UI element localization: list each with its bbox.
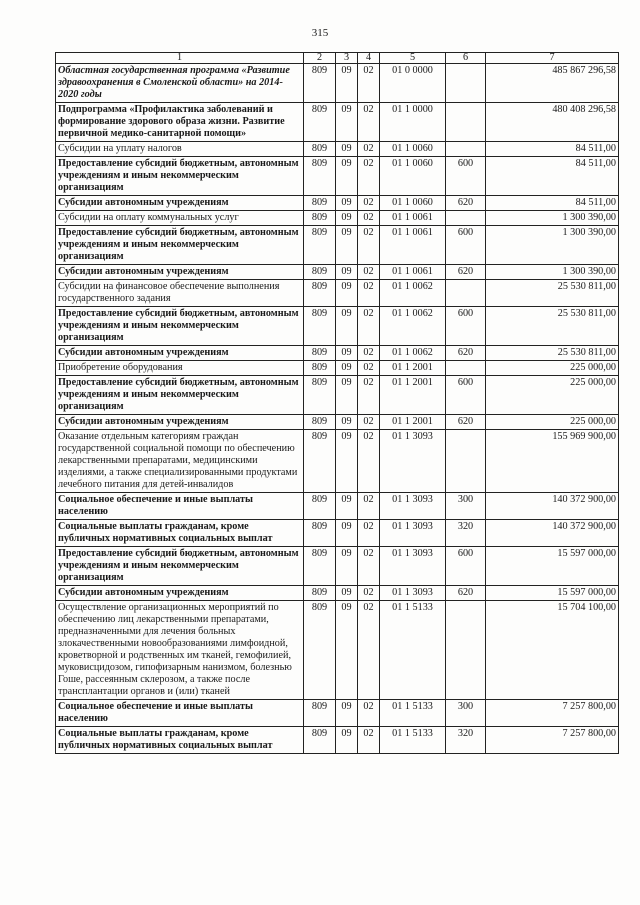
amount-cell: 7 257 800,00 bbox=[486, 700, 619, 727]
target-article-cell: 01 1 3093 bbox=[380, 430, 446, 493]
amount-cell: 84 511,00 bbox=[486, 157, 619, 196]
section-cell: 09 bbox=[336, 700, 358, 727]
description-cell: Субсидии автономным учреждениям bbox=[56, 346, 304, 361]
amount-cell: 485 867 296,58 bbox=[486, 64, 619, 103]
subsection-cell: 02 bbox=[358, 280, 380, 307]
target-article-cell: 01 1 0062 bbox=[380, 280, 446, 307]
target-article-cell: 01 1 3093 bbox=[380, 547, 446, 586]
table-row bbox=[56, 601, 619, 700]
amount-cell: 225 000,00 bbox=[486, 361, 619, 376]
expense-type-cell: 620 bbox=[446, 265, 486, 280]
subsection-cell: 02 bbox=[358, 226, 380, 265]
subsection-cell: 02 bbox=[358, 265, 380, 280]
description-cell: Субсидии автономным учреждениям bbox=[56, 415, 304, 430]
description-cell: Субсидии автономным учреждениям bbox=[56, 196, 304, 211]
admin-code-cell: 809 bbox=[304, 280, 336, 307]
table-row bbox=[56, 547, 619, 586]
table-row bbox=[56, 346, 619, 361]
admin-code-cell: 809 bbox=[304, 520, 336, 547]
subsection-cell: 02 bbox=[358, 376, 380, 415]
target-article-cell: 01 1 0060 bbox=[380, 196, 446, 211]
table-row bbox=[56, 226, 619, 265]
description-cell: Субсидии на оплату коммунальных услуг bbox=[56, 211, 304, 226]
admin-code-cell: 809 bbox=[304, 211, 336, 226]
section-cell: 09 bbox=[336, 346, 358, 361]
table-row bbox=[56, 493, 619, 520]
target-article-cell: 01 1 2001 bbox=[380, 361, 446, 376]
header-row bbox=[56, 53, 619, 64]
description-cell: Предоставление субсидий бюджетным, автономным учреждениям и иным некоммерческим организациям bbox=[56, 547, 304, 586]
admin-code-cell: 809 bbox=[304, 346, 336, 361]
subsection-cell: 02 bbox=[358, 307, 380, 346]
section-cell: 09 bbox=[336, 520, 358, 547]
amount-cell: 140 372 900,00 bbox=[486, 493, 619, 520]
admin-code-cell: 809 bbox=[304, 727, 336, 754]
table-row bbox=[56, 727, 619, 754]
table-row bbox=[56, 415, 619, 430]
expense-type-cell: 320 bbox=[446, 520, 486, 547]
description-cell: Социальное обеспечение и иные выплаты населению bbox=[56, 493, 304, 520]
description-cell: Предоставление субсидий бюджетным, автономным учреждениям и иным некоммерческим организациям bbox=[56, 307, 304, 346]
section-cell: 09 bbox=[336, 586, 358, 601]
amount-cell: 15 704 100,00 bbox=[486, 601, 619, 700]
admin-code-cell: 809 bbox=[304, 415, 336, 430]
subsection-cell: 02 bbox=[358, 547, 380, 586]
admin-code-cell: 809 bbox=[304, 376, 336, 415]
subsection-cell: 02 bbox=[358, 361, 380, 376]
section-cell: 09 bbox=[336, 280, 358, 307]
description-cell: Областная государственная программа «Развитие здравоохранения в Смоленской области» на 2014-2020 годы bbox=[56, 64, 304, 103]
subsection-cell: 02 bbox=[358, 64, 380, 103]
admin-code-cell: 809 bbox=[304, 265, 336, 280]
section-cell: 09 bbox=[336, 157, 358, 196]
amount-cell: 225 000,00 bbox=[486, 376, 619, 415]
section-cell: 09 bbox=[336, 64, 358, 103]
column-header: 5 bbox=[380, 53, 446, 64]
admin-code-cell: 809 bbox=[304, 307, 336, 346]
amount-cell: 1 300 390,00 bbox=[486, 211, 619, 226]
target-article-cell: 01 1 3093 bbox=[380, 520, 446, 547]
target-article-cell: 01 1 0061 bbox=[380, 226, 446, 265]
expense-type-cell bbox=[446, 430, 486, 493]
table-body bbox=[56, 64, 619, 754]
target-article-cell: 01 0 0000 bbox=[380, 64, 446, 103]
admin-code-cell: 809 bbox=[304, 157, 336, 196]
description-cell: Предоставление субсидий бюджетным, автономным учреждениям и иным некоммерческим организациям bbox=[56, 376, 304, 415]
subsection-cell: 02 bbox=[358, 211, 380, 226]
target-article-cell: 01 1 5133 bbox=[380, 700, 446, 727]
section-cell: 09 bbox=[336, 376, 358, 415]
expense-type-cell: 600 bbox=[446, 157, 486, 196]
expense-type-cell: 620 bbox=[446, 586, 486, 601]
table-row bbox=[56, 64, 619, 103]
admin-code-cell: 809 bbox=[304, 226, 336, 265]
expense-type-cell bbox=[446, 211, 486, 226]
subsection-cell: 02 bbox=[358, 196, 380, 211]
section-cell: 09 bbox=[336, 211, 358, 226]
section-cell: 09 bbox=[336, 727, 358, 754]
amount-cell: 15 597 000,00 bbox=[486, 586, 619, 601]
expense-type-cell bbox=[446, 601, 486, 700]
admin-code-cell: 809 bbox=[304, 142, 336, 157]
subsection-cell: 02 bbox=[358, 520, 380, 547]
section-cell: 09 bbox=[336, 415, 358, 430]
target-article-cell: 01 1 0062 bbox=[380, 346, 446, 361]
column-header: 4 bbox=[358, 53, 380, 64]
table-row bbox=[56, 196, 619, 211]
admin-code-cell: 809 bbox=[304, 430, 336, 493]
column-header: 3 bbox=[336, 53, 358, 64]
target-article-cell: 01 1 0061 bbox=[380, 265, 446, 280]
amount-cell: 155 969 900,00 bbox=[486, 430, 619, 493]
amount-cell: 7 257 800,00 bbox=[486, 727, 619, 754]
subsection-cell: 02 bbox=[358, 103, 380, 142]
admin-code-cell: 809 bbox=[304, 586, 336, 601]
amount-cell: 140 372 900,00 bbox=[486, 520, 619, 547]
description-cell: Субсидии автономным учреждениям bbox=[56, 265, 304, 280]
section-cell: 09 bbox=[336, 601, 358, 700]
description-cell: Субсидии автономным учреждениям bbox=[56, 586, 304, 601]
expense-type-cell: 300 bbox=[446, 493, 486, 520]
column-header: 1 bbox=[56, 53, 304, 64]
page-number: 315 bbox=[311, 27, 329, 39]
section-cell: 09 bbox=[336, 142, 358, 157]
subsection-cell: 02 bbox=[358, 586, 380, 601]
amount-cell: 1 300 390,00 bbox=[486, 226, 619, 265]
description-cell: Приобретение оборудования bbox=[56, 361, 304, 376]
section-cell: 09 bbox=[336, 307, 358, 346]
expense-type-cell: 600 bbox=[446, 376, 486, 415]
admin-code-cell: 809 bbox=[304, 103, 336, 142]
table-row bbox=[56, 520, 619, 547]
expense-type-cell bbox=[446, 64, 486, 103]
expense-type-cell bbox=[446, 142, 486, 157]
admin-code-cell: 809 bbox=[304, 196, 336, 211]
table-row bbox=[56, 376, 619, 415]
table-row bbox=[56, 103, 619, 142]
admin-code-cell: 809 bbox=[304, 493, 336, 520]
admin-code-cell: 809 bbox=[304, 361, 336, 376]
amount-cell: 84 511,00 bbox=[486, 142, 619, 157]
expense-type-cell: 320 bbox=[446, 727, 486, 754]
amount-cell: 84 511,00 bbox=[486, 196, 619, 211]
subsection-cell: 02 bbox=[358, 493, 380, 520]
amount-cell: 480 408 296,58 bbox=[486, 103, 619, 142]
target-article-cell: 01 1 2001 bbox=[380, 376, 446, 415]
table-row bbox=[56, 307, 619, 346]
subsection-cell: 02 bbox=[358, 142, 380, 157]
expense-type-cell bbox=[446, 103, 486, 142]
column-header: 2 bbox=[304, 53, 336, 64]
section-cell: 09 bbox=[336, 493, 358, 520]
target-article-cell: 01 1 5133 bbox=[380, 727, 446, 754]
expense-type-cell: 600 bbox=[446, 307, 486, 346]
subsection-cell: 02 bbox=[358, 601, 380, 700]
description-cell: Оказание отдельным категориям граждан государственной социальной помощи по обеспечению лекарственными препаратами, медицинскими изделиями, а также специализированными продуктами лечебного питания для детей-инвалидов bbox=[56, 430, 304, 493]
admin-code-cell: 809 bbox=[304, 700, 336, 727]
section-cell: 09 bbox=[336, 226, 358, 265]
table-row bbox=[56, 586, 619, 601]
description-cell: Социальные выплаты гражданам, кроме публичных нормативных социальных выплат bbox=[56, 520, 304, 547]
target-article-cell: 01 1 3093 bbox=[380, 493, 446, 520]
section-cell: 09 bbox=[336, 361, 358, 376]
description-cell: Социальное обеспечение и иные выплаты населению bbox=[56, 700, 304, 727]
subsection-cell: 02 bbox=[358, 430, 380, 493]
description-cell: Подпрограмма «Профилактика заболеваний и формирование здорового образа жизни. Развитие первичной медико-санитарной помощи» bbox=[56, 103, 304, 142]
subsection-cell: 02 bbox=[358, 346, 380, 361]
table-row bbox=[56, 142, 619, 157]
table-row bbox=[56, 700, 619, 727]
table-row bbox=[56, 430, 619, 493]
admin-code-cell: 809 bbox=[304, 64, 336, 103]
expense-type-cell: 620 bbox=[446, 415, 486, 430]
column-header: 7 bbox=[486, 53, 619, 64]
target-article-cell: 01 1 0000 bbox=[380, 103, 446, 142]
amount-cell: 1 300 390,00 bbox=[486, 265, 619, 280]
section-cell: 09 bbox=[336, 103, 358, 142]
subsection-cell: 02 bbox=[358, 700, 380, 727]
amount-cell: 225 000,00 bbox=[486, 415, 619, 430]
target-article-cell: 01 1 3093 bbox=[380, 586, 446, 601]
section-cell: 09 bbox=[336, 430, 358, 493]
expense-type-cell: 600 bbox=[446, 226, 486, 265]
target-article-cell: 01 1 5133 bbox=[380, 601, 446, 700]
amount-cell: 15 597 000,00 bbox=[486, 547, 619, 586]
amount-cell: 25 530 811,00 bbox=[486, 280, 619, 307]
subsection-cell: 02 bbox=[358, 157, 380, 196]
section-cell: 09 bbox=[336, 265, 358, 280]
amount-cell: 25 530 811,00 bbox=[486, 307, 619, 346]
column-header: 6 bbox=[446, 53, 486, 64]
budget-table bbox=[55, 52, 619, 754]
target-article-cell: 01 1 0060 bbox=[380, 157, 446, 196]
table-row bbox=[56, 280, 619, 307]
expense-type-cell: 620 bbox=[446, 346, 486, 361]
description-cell: Субсидии на финансовое обеспечение выполнения государственного задания bbox=[56, 280, 304, 307]
expense-type-cell bbox=[446, 361, 486, 376]
section-cell: 09 bbox=[336, 547, 358, 586]
table-row bbox=[56, 361, 619, 376]
expense-type-cell: 300 bbox=[446, 700, 486, 727]
table-row bbox=[56, 265, 619, 280]
section-cell: 09 bbox=[336, 196, 358, 211]
subsection-cell: 02 bbox=[358, 727, 380, 754]
table-row bbox=[56, 211, 619, 226]
expense-type-cell bbox=[446, 280, 486, 307]
admin-code-cell: 809 bbox=[304, 547, 336, 586]
description-cell: Социальные выплаты гражданам, кроме публичных нормативных социальных выплат bbox=[56, 727, 304, 754]
expense-type-cell: 600 bbox=[446, 547, 486, 586]
admin-code-cell: 809 bbox=[304, 601, 336, 700]
description-cell: Субсидии на уплату налогов bbox=[56, 142, 304, 157]
table-row bbox=[56, 157, 619, 196]
description-cell: Осуществление организационных мероприятий по обеспечению лиц лекарственными препаратами, предназначенными для лечения больных злокачественными новообразованиями лимфоидной, кроветворной и родственных им тканей, гемофилией, муковисцидозом, гипофизарным нанизмом, болезнью Гоше, рассеянным склерозом, а также после трансплантации органов и (или) тканей bbox=[56, 601, 304, 700]
target-article-cell: 01 1 2001 bbox=[380, 415, 446, 430]
expense-type-cell: 620 bbox=[446, 196, 486, 211]
target-article-cell: 01 1 0060 bbox=[380, 142, 446, 157]
target-article-cell: 01 1 0062 bbox=[380, 307, 446, 346]
description-cell: Предоставление субсидий бюджетным, автономным учреждениям и иным некоммерческим организациям bbox=[56, 226, 304, 265]
amount-cell: 25 530 811,00 bbox=[486, 346, 619, 361]
subsection-cell: 02 bbox=[358, 415, 380, 430]
target-article-cell: 01 1 0061 bbox=[380, 211, 446, 226]
description-cell: Предоставление субсидий бюджетным, автономным учреждениям и иным некоммерческим организациям bbox=[56, 157, 304, 196]
